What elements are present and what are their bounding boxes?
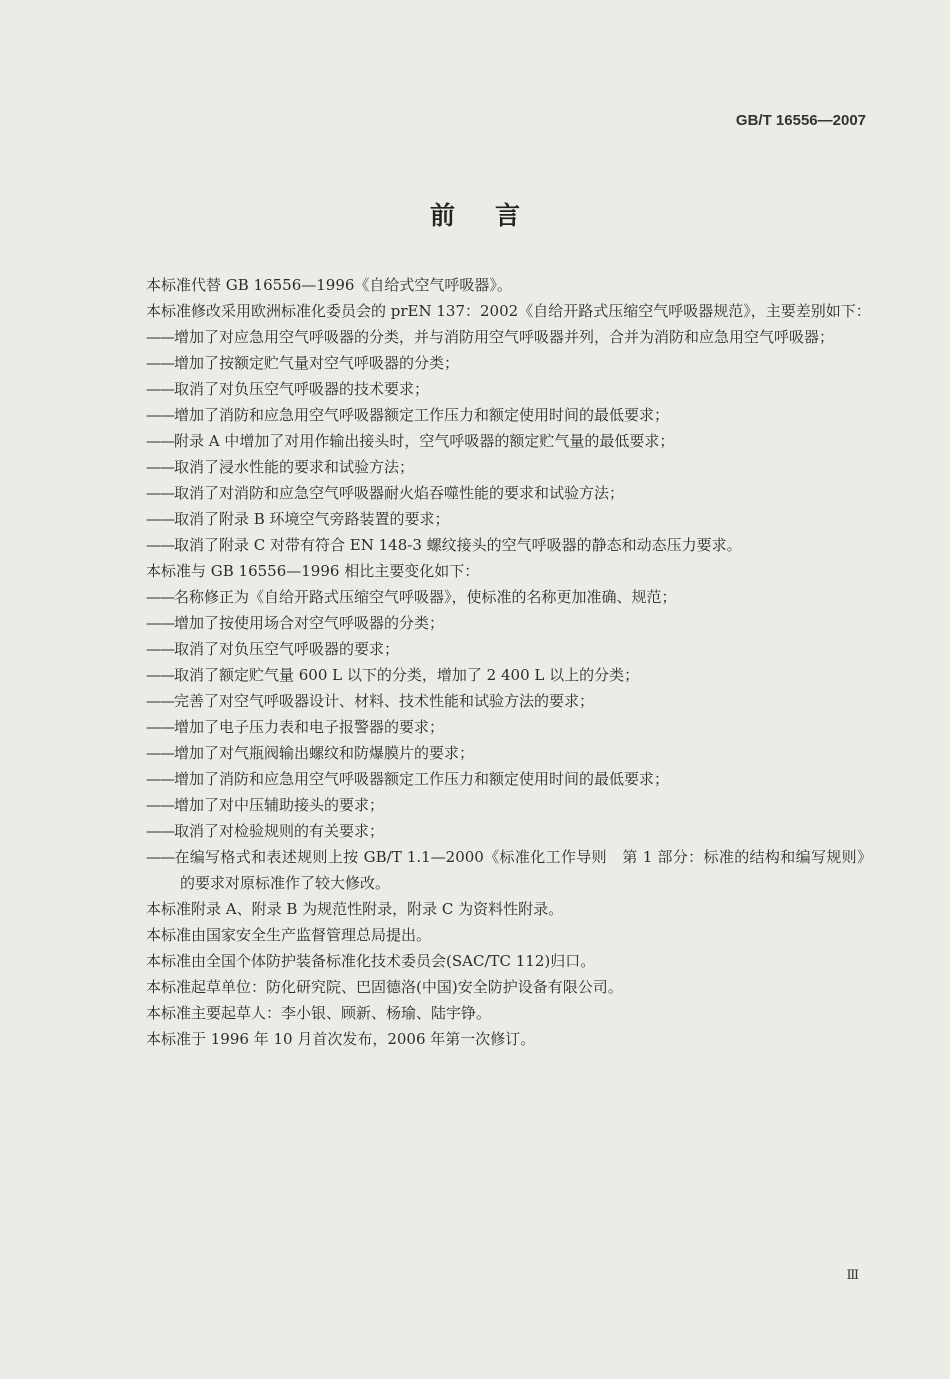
difference-item (112, 428, 872, 454)
dash-marker: —— (146, 666, 174, 684)
dash-marker: —— (146, 588, 174, 606)
change-item (112, 740, 872, 766)
list-item-text: 在编写格式和表述规则上按 GB/T 1.1—2000《标准化工作导则 第 1 部分：标准的结构和编写规则》的要求对原标准作了较大修改。 (174, 848, 872, 892)
list-item-text: 取消了浸水性能的要求和试验方法； (174, 458, 415, 476)
difference-item (112, 532, 872, 558)
dash-marker: —— (146, 770, 174, 788)
dash-marker: —— (146, 614, 174, 632)
change-item (112, 714, 872, 740)
list-item-text: 增加了按使用场合对空气呼吸器的分类； (174, 614, 445, 632)
differences-list (112, 324, 872, 558)
dash-marker: —— (146, 458, 174, 476)
dash-marker: —— (146, 822, 174, 840)
page-number: Ⅲ (846, 1268, 858, 1283)
list-item-text: 名称修正为《自给开路式压缩空气呼吸器》，使标准的名称更加准确、规范； (174, 588, 677, 606)
closing-paragraph: 本标准由全国个体防护装备标准化技术委员会(SAC/TC 112)归口。 (146, 952, 596, 970)
list-item-text: 增加了对中压辅助接头的要求； (174, 796, 385, 814)
list-item-text: 取消了对负压空气呼吸器的要求； (174, 640, 400, 658)
dash-marker: —— (146, 796, 174, 814)
change-item (112, 688, 872, 714)
list-item-text: 增加了对气瓶阀输出螺纹和防爆膜片的要求； (174, 744, 475, 762)
dash-marker: —— (146, 484, 174, 502)
dash-marker: —— (146, 640, 174, 658)
list-item-text: 增加了消防和应急用空气呼吸器额定工作压力和额定使用时间的最低要求； (174, 406, 670, 424)
difference-item (112, 376, 872, 402)
change-item (112, 662, 872, 688)
closing-paragraph: 本标准由国家安全生产监督管理总局提出。 (146, 926, 432, 944)
difference-item (112, 402, 872, 428)
list-item-text: 取消了额定贮气量 600 L 以下的分类，增加了 2 400 L 以上的分类； (174, 666, 640, 684)
change-item (112, 818, 872, 844)
list-item-text: 增加了电子压力表和电子报警器的要求； (174, 718, 445, 736)
list-item-text: 取消了对消防和应急空气呼吸器耐火焰吞噬性能的要求和试验方法； (174, 484, 625, 502)
list-item-text: 增加了按额定贮气量对空气呼吸器的分类； (174, 354, 460, 372)
dash-marker: —— (146, 432, 174, 450)
dash-marker: —— (146, 354, 174, 372)
paragraph-changes-intro: 本标准与 GB 16556—1996 相比主要变化如下： (146, 562, 480, 580)
standard-number: GB/T 16556—2007 (735, 112, 866, 129)
changes-list (112, 584, 872, 896)
change-item (112, 584, 872, 610)
page-title: 前言 (429, 201, 560, 230)
dash-marker: —— (146, 848, 174, 866)
difference-item (112, 324, 872, 350)
list-item-text: 取消了附录 B 环境空气旁路装置的要求； (174, 510, 450, 528)
dash-marker: —— (146, 718, 174, 736)
list-item-text: 增加了消防和应急用空气呼吸器额定工作压力和额定使用时间的最低要求； (174, 770, 670, 788)
dash-marker: —— (146, 536, 174, 554)
list-item-text: 取消了附录 C 对带有符合 EN 148-3 螺纹接头的空气呼吸器的静态和动态压力要求。 (174, 536, 742, 554)
change-item (112, 766, 872, 792)
paragraph-replaces: 本标准代替 GB 16556—1996《自给式空气呼吸器》。 (146, 276, 512, 294)
dash-marker: —— (146, 692, 174, 710)
difference-item (112, 454, 872, 480)
list-item-text: 增加了对应急用空气呼吸器的分类，并与消防用空气呼吸器并列，合并为消防和应急用空气呼吸器； (174, 328, 835, 346)
paragraph-adoption: 本标准修改采用欧洲标准化委员会的 prEN 137：2002《自给开路式压缩空气呼吸器规范》，主要差别如下： (146, 302, 871, 320)
list-item-text: 取消了对负压空气呼吸器的技术要求； (174, 380, 430, 398)
dash-marker: —— (146, 744, 174, 762)
change-item (112, 792, 872, 818)
list-item-text: 完善了对空气呼吸器设计、材料、技术性能和试验方法的要求； (174, 692, 595, 710)
dash-marker: —— (146, 328, 174, 346)
change-item (112, 636, 872, 662)
list-item-text: 附录 A 中增加了对用作输出接头时，空气呼吸器的额定贮气量的最低要求； (174, 432, 675, 450)
list-item-text: 取消了对检验规则的有关要求； (174, 822, 385, 840)
dash-marker: —— (146, 380, 174, 398)
closing-paragraph: 本标准主要起草人：李小银、顾新、杨瑜、陆宇铮。 (146, 1004, 492, 1022)
closing-paragraph: 本标准起草单位：防化研究院、巴固德洛(中国)安全防护设备有限公司。 (146, 978, 623, 996)
closing-paragraph: 本标准于 1996 年 10 月首次发布，2006 年第一次修订。 (146, 1030, 536, 1048)
foreword-body (112, 272, 872, 1052)
difference-item (112, 506, 872, 532)
closing-paragraphs (112, 896, 872, 1052)
change-item (112, 844, 872, 896)
closing-paragraph: 本标准附录 A、附录 B 为规范性附录，附录 C 为资料性附录。 (146, 900, 564, 918)
dash-marker: —— (146, 510, 174, 528)
difference-item (112, 480, 872, 506)
difference-item (112, 350, 872, 376)
dash-marker: —— (146, 406, 174, 424)
change-item (112, 610, 872, 636)
